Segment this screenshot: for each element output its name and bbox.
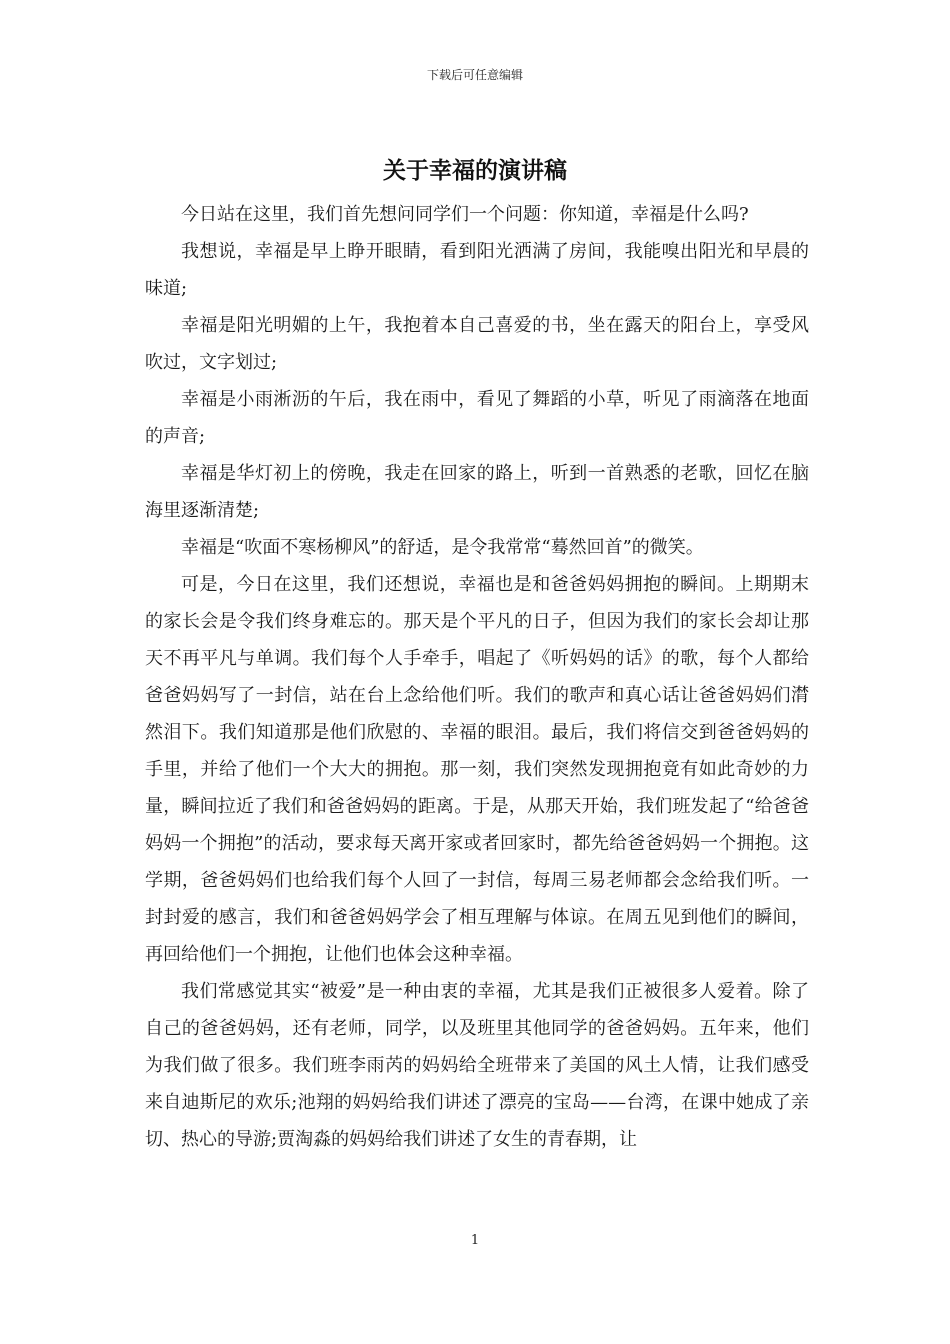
document-body bbox=[145, 196, 809, 1158]
page-header: 下载后可任意编辑 bbox=[426, 68, 523, 82]
paragraph: 我们常感觉其实“被爱”是一种由衷的幸福，尤其是我们正被很多人爱着。除了自己的爸爸妈妈，还有老师，同学，以及班里其他同学的爸爸妈妈。五年来，他们为我们做了很多。我们班李雨芮的妈妈给全班带来了美国的风土人情，让我们感受来自迪斯尼的欢乐;池翔的妈妈给我们讲述了漂亮的宝岛——台湾，在课中她成了亲切、热心的导游;贾淘淼的妈妈给我们讲述了女生的青春期，让 bbox=[145, 981, 809, 1150]
paragraph: 我想说，幸福是早上睁开眼睛，看到阳光洒满了房间，我能嗅出阳光和早晨的味道; bbox=[145, 241, 809, 299]
paragraph: 可是，今日在这里，我们还想说，幸福也是和爸爸妈妈拥抱的瞬间。上期期末的家长会是令我们终身难忘的。那天是个平凡的日子，但因为我们的家长会却让那天不再平凡与单调。我们每个人手牵手，唱起了《听妈妈的话》的歌，每个人都给爸爸妈妈写了一封信，站在台上念给他们听。我们的歌声和真心话让爸爸妈妈们潸然泪下。我们知道那是他们欣慰的、幸福的眼泪。最后，我们将信交到爸爸妈妈的手里，并给了他们一个大大的拥抱。那一刻，我们突然发现拥抱竟有如此奇妙的力量，瞬间拉近了我们和爸爸妈妈的距离。于是，从那天开始，我们班发起了“给爸爸妈妈一个拥抱”的活动，要求每天离开家或者回家时，都先给爸爸妈妈一个拥抱。这学期，爸爸妈妈们也给我们每个人回了一封信，每周三易老师都会念给我们听。一封封爱的感言，我们和爸爸妈妈学会了相互理解与体谅。在周五见到他们的瞬间，再回给他们一个拥抱，让他们也体会这种幸福。 bbox=[145, 574, 809, 965]
page-number: 1 bbox=[470, 1233, 480, 1248]
document-title: 关于幸福的演讲稿 bbox=[383, 157, 567, 184]
paragraph: 幸福是小雨淅沥的午后，我在雨中，看见了舞蹈的小草，听见了雨滴落在地面的声音; bbox=[145, 389, 809, 447]
paragraph: 今日站在这里，我们首先想问同学们一个问题：你知道，幸福是什么吗? bbox=[181, 204, 749, 225]
paragraph: 幸福是华灯初上的傍晚，我走在回家的路上，听到一首熟悉的老歌，回忆在脑海里逐渐清楚; bbox=[145, 463, 809, 521]
paragraph: 幸福是“吹面不寒杨柳风”的舒适，是令我常常“蓦然回首”的微笑。 bbox=[181, 537, 704, 558]
paragraph: 幸福是阳光明媚的上午，我抱着本自己喜爱的书，坐在露天的阳台上，享受风吹过，文字划过; bbox=[145, 315, 809, 373]
